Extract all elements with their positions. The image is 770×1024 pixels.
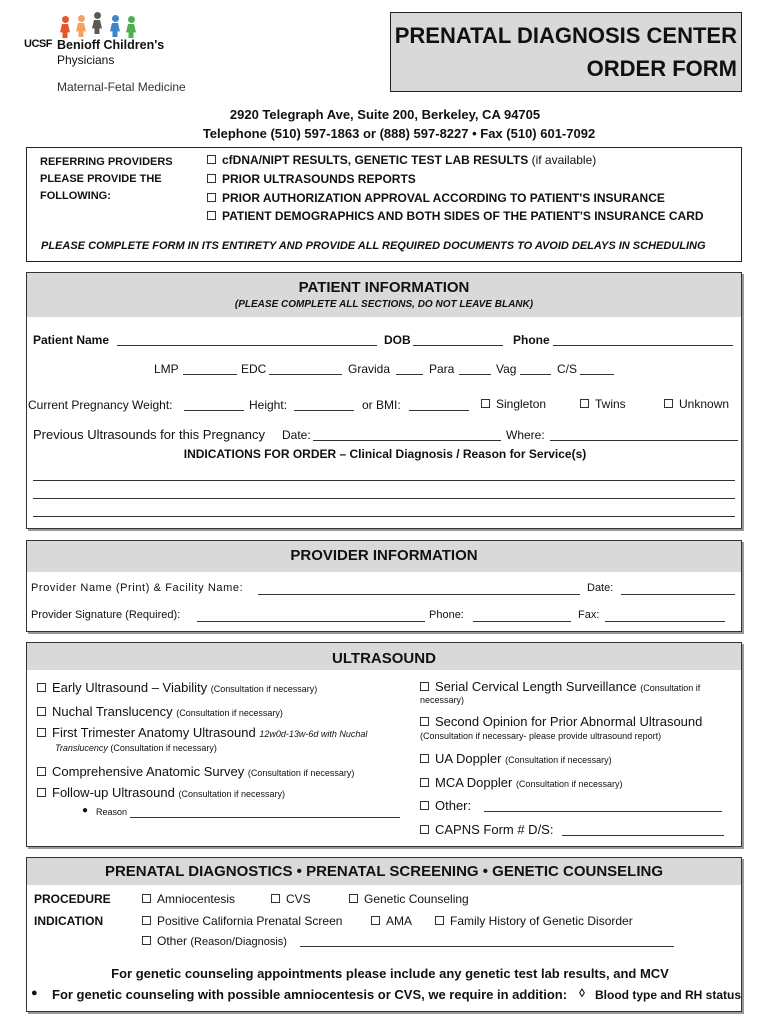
- provider-name-label: Provider Name (Print) & Facility Name:: [31, 582, 244, 594]
- dob-field[interactable]: [413, 345, 503, 346]
- consult-note: (Consultation if necessary): [176, 708, 283, 718]
- bullet-icon: ●: [31, 987, 38, 999]
- logo: [24, 10, 194, 100]
- family-option[interactable]: [435, 914, 633, 928]
- provider-fax-field[interactable]: [605, 621, 725, 622]
- checkbox-icon[interactable]: [37, 707, 46, 716]
- us-capns[interactable]: [420, 822, 553, 837]
- us-first-tri-label: First Trimester Anatomy Ultrasound: [52, 725, 256, 740]
- ultrasound-title: ULTRASOUND: [332, 650, 436, 667]
- edc-label: EDC: [241, 362, 267, 376]
- checkbox-icon[interactable]: [481, 399, 490, 408]
- referring-item-label: PATIENT DEMOGRAPHICS AND BOTH SIDES OF THE PATIENT'S INSURANCE CARD: [222, 209, 704, 223]
- us-early[interactable]: [37, 680, 317, 695]
- checkbox-icon[interactable]: [580, 399, 589, 408]
- us-other-field[interactable]: [484, 811, 722, 812]
- address: 2920 Telegraph Ave, Suite 200, Berkeley, CA 94705: [229, 107, 541, 122]
- provider-date-field[interactable]: [621, 594, 735, 595]
- consult-note: (Consultation if necessary): [247, 768, 355, 778]
- referring-item-label: PRIOR AUTHORIZATION APPROVAL ACCORDING TO PATIENT'S INSURANCE: [222, 191, 665, 205]
- footer-note-2: For genetic counseling with possible amniocentesis or CVS, we require in addition:: [52, 987, 568, 1002]
- where-field[interactable]: [550, 440, 738, 441]
- bmi-label: or BMI:: [362, 398, 401, 412]
- weight-field[interactable]: [184, 410, 244, 411]
- patient-name-label: Patient Name: [33, 333, 110, 347]
- indications-line[interactable]: [33, 480, 735, 481]
- provider-phone-field[interactable]: [473, 621, 571, 622]
- referring-item[interactable]: [207, 191, 665, 205]
- ama-option[interactable]: [371, 914, 412, 928]
- us-ua-label: UA Doppler: [435, 751, 502, 766]
- para-field[interactable]: [459, 374, 491, 375]
- cs-label: C/S: [557, 362, 578, 376]
- us-comprehensive-label: Comprehensive Anatomic Survey: [52, 764, 245, 779]
- ama-label: AMA: [386, 914, 413, 928]
- diagnostics-header: [27, 858, 741, 885]
- referring-box: [26, 147, 742, 262]
- height-label: Height:: [249, 398, 288, 412]
- title-box: [390, 12, 742, 92]
- us-nuchal[interactable]: [37, 704, 283, 719]
- patient-title: PATIENT INFORMATION: [298, 279, 470, 296]
- referring-label-3: FOLLOWING:: [40, 190, 111, 202]
- us-followup[interactable]: [37, 785, 285, 800]
- checkbox-icon[interactable]: [420, 754, 429, 763]
- footer-note-item: Blood type and RH status: [595, 988, 742, 1002]
- checkbox-icon[interactable]: [37, 767, 46, 776]
- ucsf-logo-text: UCSF: [24, 38, 52, 50]
- ultrasound-header: [27, 643, 741, 670]
- checkbox-icon[interactable]: [420, 717, 429, 726]
- twins-label: Twins: [595, 397, 626, 411]
- gravida-label: Gravida: [348, 362, 391, 376]
- checkbox-icon[interactable]: [207, 211, 216, 220]
- singleton-label: Singleton: [496, 397, 547, 411]
- amnio-option[interactable]: [142, 892, 235, 906]
- us-serial[interactable]: [420, 679, 700, 694]
- us-mca-label: MCA Doppler: [435, 775, 513, 790]
- prev-us-label: Previous Ultrasounds for this Pregnancy: [33, 427, 265, 442]
- provider-title: PROVIDER INFORMATION: [290, 547, 478, 564]
- provider-date-label: Date:: [587, 582, 614, 594]
- referring-item-label: PRIOR ULTRASOUNDS REPORTS: [222, 172, 416, 186]
- first-tri-note: 12w0d-13w-6d with Nuchal: [259, 729, 368, 739]
- checkbox-icon[interactable]: [420, 682, 429, 691]
- us-first-tri[interactable]: [37, 725, 367, 740]
- edc-field[interactable]: [269, 374, 342, 375]
- unknown-label: Unknown: [679, 397, 730, 411]
- gravida-field[interactable]: [396, 374, 423, 375]
- weight-label: Current Pregnancy Weight:: [28, 398, 173, 412]
- org-name-line2: Physicians: [57, 53, 115, 67]
- cvs-label: CVS: [286, 892, 311, 906]
- indications-line[interactable]: [33, 516, 735, 517]
- twins-option[interactable]: [580, 397, 626, 411]
- us-other[interactable]: [420, 798, 471, 813]
- reason-label: Reason: [96, 807, 128, 817]
- consult-note: (Consultation if necessary): [210, 684, 318, 694]
- diag-other-label: Other: [157, 934, 188, 948]
- referring-item[interactable]: [207, 209, 704, 223]
- referring-label: REFERRING PROVIDERS: [40, 156, 173, 168]
- referring-item[interactable]: [207, 153, 596, 167]
- indications-label: INDICATIONS FOR ORDER – Clinical Diagnosis / Reason for Service(s): [183, 447, 587, 461]
- checkbox-icon[interactable]: [207, 174, 216, 183]
- checkbox-icon[interactable]: [142, 916, 151, 925]
- indication-label: INDICATION: [34, 914, 104, 928]
- vag-label: Vag: [496, 362, 517, 376]
- department: Maternal-Fetal Medicine: [57, 80, 186, 94]
- provider-header: [27, 541, 741, 572]
- lmp-field[interactable]: [183, 374, 237, 375]
- signature-label: Provider Signature (Required):: [31, 609, 181, 621]
- patient-name-field[interactable]: [117, 345, 377, 346]
- diag-other-note: (Reason/Diagnosis): [190, 936, 287, 948]
- us-capns-label: CAPNS Form # D/S:: [435, 822, 554, 837]
- us-followup-label: Follow-up Ultrasound: [52, 785, 175, 800]
- second-note: (Consultation if necessary- please provide ultrasound report): [420, 731, 662, 741]
- reason-field[interactable]: [130, 817, 400, 818]
- family-label: Family History of Genetic Disorder: [450, 914, 633, 928]
- us-second[interactable]: [420, 714, 702, 729]
- us-early-label: Early Ultrasound – Viability: [52, 680, 208, 695]
- patient-subtitle: (PLEASE COMPLETE ALL SECTIONS, DO NOT LEAVE BLANK): [234, 299, 534, 310]
- dob-label: DOB: [384, 333, 411, 347]
- diagnostics-title: PRENATAL DIAGNOSTICS • PRENATAL SCREENING • GENETIC COUNSELING: [104, 863, 664, 880]
- first-tri-note-text: Translucency: [55, 743, 108, 753]
- singleton-option[interactable]: [481, 397, 546, 411]
- signature-field[interactable]: [197, 621, 425, 622]
- org-name: Benioff Children's: [57, 38, 165, 52]
- notice: PLEASE COMPLETE FORM IN ITS ENTIRETY AND PROVIDE ALL REQUIRED DOCUMENTS TO AVOID DELAYS IN SCHEDULING: [41, 240, 706, 252]
- consult-note: (Consultation if necessary): [505, 755, 612, 765]
- lmp-label: LMP: [154, 362, 179, 376]
- checkbox-icon[interactable]: [207, 193, 216, 202]
- consult-note: (Consultation if: [640, 683, 701, 693]
- phone-label: Phone: [513, 333, 550, 347]
- checkbox-icon[interactable]: [142, 894, 151, 903]
- checkbox-icon[interactable]: [37, 728, 46, 737]
- footer-note-1: For genetic counseling appointments please include any genetic test lab results, and MCV: [111, 966, 669, 981]
- positive-label: Positive California Prenatal Screen: [157, 914, 343, 928]
- consult-note: (Consultation if necessary): [110, 743, 217, 753]
- vag-field[interactable]: [520, 374, 551, 375]
- us-ua[interactable]: [420, 751, 612, 766]
- consult-note: (Consultation if necessary): [515, 779, 623, 789]
- provider-phone-label: Phone:: [429, 609, 464, 621]
- page-title: PRENATAL DIAGNOSIS CENTER: [394, 23, 737, 48]
- checkbox-icon[interactable]: [142, 936, 151, 945]
- us-mca[interactable]: [420, 775, 622, 790]
- referring-item[interactable]: [207, 172, 416, 186]
- bmi-field[interactable]: [409, 410, 469, 411]
- us-other-label: Other:: [435, 798, 472, 813]
- diag-other-option[interactable]: [142, 934, 287, 948]
- referring-label-2: PLEASE PROVIDE THE: [40, 173, 162, 185]
- page-title-line2: ORDER FORM: [586, 56, 737, 81]
- cvs-option[interactable]: [271, 892, 311, 906]
- prev-date-label: Date:: [282, 428, 311, 442]
- checkbox-icon[interactable]: [664, 399, 673, 408]
- referring-item-label: cfDNA/NIPT RESULTS, GENETIC TEST LAB RESULTS: [222, 153, 529, 167]
- logo-figures-icon: [60, 12, 150, 38]
- capns-field[interactable]: [562, 835, 724, 836]
- procedure-label: PROCEDURE: [34, 892, 111, 906]
- prev-date-field[interactable]: [313, 440, 501, 441]
- checkbox-icon[interactable]: [37, 683, 46, 692]
- checkbox-icon[interactable]: [349, 894, 358, 903]
- height-field[interactable]: [294, 410, 354, 411]
- diag-other-field[interactable]: [300, 946, 674, 947]
- unknown-option[interactable]: [664, 397, 729, 411]
- checkbox-icon[interactable]: [420, 825, 429, 834]
- genetic-option[interactable]: [349, 892, 469, 906]
- amnio-label: Amniocentesis: [157, 892, 236, 906]
- indications-line[interactable]: [33, 498, 735, 499]
- phone-field[interactable]: [553, 345, 733, 346]
- checkbox-icon[interactable]: [435, 916, 444, 925]
- checkbox-icon[interactable]: [371, 916, 380, 925]
- first-tri-note-2: [55, 743, 217, 753]
- consult-note: (Consultation if necessary): [178, 789, 286, 799]
- us-second-label: Second Opinion for Prior Abnormal Ultrasound: [435, 714, 703, 729]
- contact: Telephone (510) 597-1863 or (888) 597-8227 • Fax (510) 601-7092: [202, 126, 596, 141]
- bullet-icon: ●: [82, 805, 89, 816]
- where-label: Where:: [506, 428, 545, 442]
- checkbox-icon[interactable]: [420, 778, 429, 787]
- patient-header: [27, 273, 741, 317]
- serial-consult-2: necessary): [420, 695, 465, 705]
- us-nuchal-label: Nuchal Translucency: [52, 704, 173, 719]
- us-comprehensive[interactable]: [37, 764, 354, 779]
- provider-name-field[interactable]: [258, 594, 580, 595]
- para-label: Para: [429, 362, 455, 376]
- us-serial-label: Serial Cervical Length Surveillance: [435, 679, 637, 694]
- diamond-icon: ◊: [579, 986, 585, 1000]
- cs-field[interactable]: [580, 374, 614, 375]
- genetic-label: Genetic Counseling: [364, 892, 469, 906]
- checkbox-icon[interactable]: [271, 894, 280, 903]
- checkbox-icon[interactable]: [37, 788, 46, 797]
- provider-fax-label: Fax:: [578, 609, 600, 621]
- checkbox-icon[interactable]: [207, 155, 216, 164]
- checkbox-icon[interactable]: [420, 801, 429, 810]
- referring-item-note: (if available): [531, 153, 597, 167]
- positive-option[interactable]: [142, 914, 342, 928]
